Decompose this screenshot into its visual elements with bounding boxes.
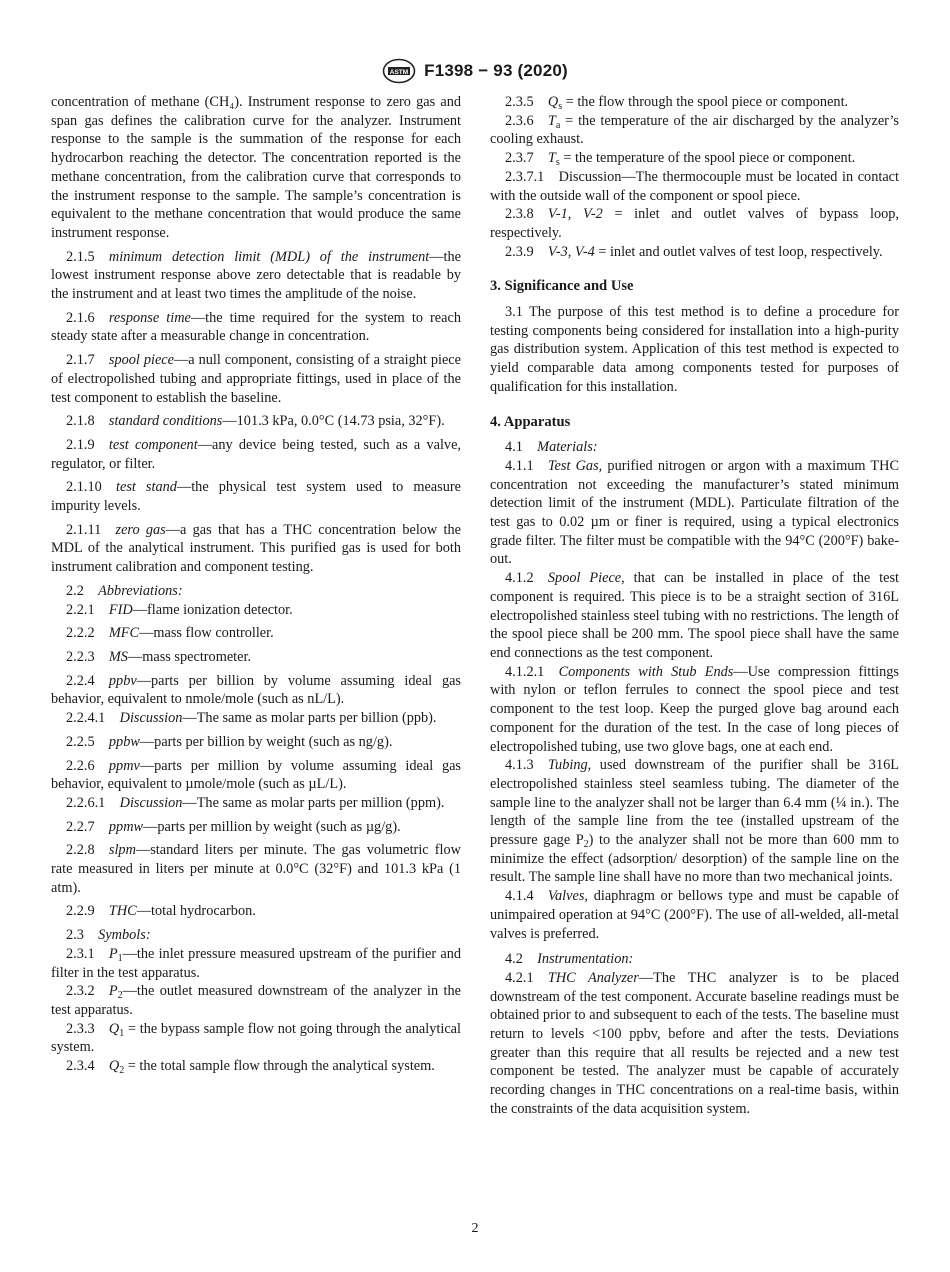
abbreviation-2-2-8: 2.2.8 slpm—standard liters per minute. The gas volumetric flow rate measured in liters per minute at 0.0°C (32°F) and 101.3 kPa (1 atm). — [51, 842, 461, 896]
definition-2-1-8: 2.1.8 standard conditions—101.3 kPa, 0.0°C (14.73 psia, 32°F). — [66, 413, 445, 430]
paragraph-4-1-3: 4.1.3 Tubing, used downstream of the purifier shall be 316L electropolished stainless steel seamless tubing. The diameter of the sample line to the analyzer shall not be larger than 6.4 mm (¼ in.). The length of the sample line from the tee (installed upstream of the pressure gage $P_2$) to the analyzer shall not be more than 600 mm to minimize the effect (adsorption/ desorption) of the sample line on the result. The sample line shall have no more than two mechanical joints. — [490, 757, 899, 886]
svg-text:ASTM: ASTM — [389, 69, 409, 76]
paragraph-4-1-1: 4.1.1 Test Gas, purified nitrogen or argon with a maximum THC concentration not exceeding the manufacturer’s stated minimum detection limit of the instrument (MDL). Particulate filtration of the test gas to 0.02 µm or finer is required, using a typical electronics grade filter. The filter must be compatible with the 94°C (200°F) bake-out. — [490, 457, 899, 568]
paragraph-4-1-2: 4.1.2 Spool Piece, that can be installed in place of the test component is required. This piece is to be a straight section of 316L electropolished stainless steel tubing with no restrictions. The length of the spool piece shall be 200 mm. The spool piece shall have the same end connections as the test component. — [490, 570, 899, 661]
symbol-2-3-3: 2.3.3 $Q_1$ = the bypass sample flow not going through the analytical system. — [51, 1020, 461, 1056]
symbol-2-3-8: 2.3.8 V-1, V-2 = inlet and outlet valves of bypass loop, respectively. — [490, 206, 899, 241]
definition-2-1-6: 2.1.6 response time—the time required for the system to reach steady state after a measurable change in concentration. — [51, 309, 461, 345]
abbreviation-2-2-4-1: 2.2.4.1 Discussion—The same as molar parts per billion (ppb). — [66, 710, 437, 727]
abbreviation-2-2-1: 2.2.1 FID—flame ionization detector. — [66, 601, 293, 618]
paragraph-4-1-2-1: 4.1.2.1 Components with Stub Ends—Use compression fittings with nylon or teflon ferrules to connect the spool piece and test component to the test loop. Keep the purged glove bag around each component for the duration of the test. In the case of long pieces of electropolished tubing, use two glove bags, one at each end. — [490, 663, 899, 755]
abbreviation-2-2-6-1: 2.2.6.1 Discussion—The same as molar parts per million (ppm). — [66, 794, 445, 811]
definition-2-1-7: 2.1.7 spool piece—a null component, consisting of a straight piece of electropolished tubing and appropriate fittings, used in place of the test component to establish the baseline. — [51, 352, 461, 406]
section-4-heading: 4. Apparatus — [490, 413, 571, 430]
abbreviations-heading: 2.2 Abbreviations: — [66, 582, 183, 599]
abbreviation-2-2-9: 2.2.9 THC—total hydrocarbon. — [66, 903, 256, 920]
abbreviation-2-2-6: 2.2.6 ppmv—parts per million by volume assuming ideal gas behavior, equivalent to µmole/mole (such as µL/L). — [51, 757, 461, 793]
definition-2-1-10: 2.1.10 test stand—the physical test system used to measure impurity levels. — [51, 479, 461, 515]
document-id: F1398 − 93 (2020) — [424, 61, 568, 80]
paragraph-4-1-4: 4.1.4 Valves, diaphragm or bellows type and must be capable of unimpaired operation at 94°C (200°F). The use of all-welded, all-metal valves is preferred. — [490, 888, 899, 942]
paragraph-3-1: 3.1 The purpose of this test method is to define a procedure for testing components being considered for installation into a high-purity gas distribution system. Application of this test method is expected to yield comparable data among components tested for purposes of qualification for this installation. — [490, 304, 899, 395]
page-header — [0, 56, 950, 86]
abbreviation-2-2-2: 2.2.2 MFC—mass flow controller. — [66, 625, 274, 642]
abbreviation-2-2-5: 2.2.5 ppbw—parts per billion by weight (such as ng/g). — [66, 733, 393, 750]
definition-2-1-11: 2.1.11 zero gas—a gas that has a THC concentration below the MDL of the analytical instrument. This purified gas is used for both instrument calibration and component testing. — [51, 521, 461, 576]
symbol-2-3-4: 2.3.4 $Q_2$ = the total sample flow through the analytical system. — [66, 1058, 435, 1077]
definition-2-1-5: 2.1.5 minimum detection limit (MDL) of the instrument—the lowest instrument response above zero detectable that is readable by the instrument and at least two times the amplitude of the noise. — [51, 248, 461, 303]
definition-2-1-9: 2.1.9 test component—any device being tested, such as a valve, regulator, or filter. — [51, 436, 461, 472]
symbols-heading: 2.3 Symbols: — [66, 927, 151, 944]
symbol-2-3-2: 2.3.2 $P_2—the$ outlet measured downstream of the analyzer in the test apparatus. — [51, 983, 461, 1018]
symbol-2-3-1: 2.3.1 $P_1—the$ inlet pressure measured upstream of the purifier and filter in the test apparatus. — [51, 945, 461, 981]
symbol-2-3-9: 2.3.9 V-3, V-4 = inlet and outlet valves of test loop, respectively. — [505, 243, 883, 260]
symbol-2-3-7: 2.3.7 $T_s$ = the temperature of the spool piece or component. — [505, 150, 856, 169]
page-number: 2 — [471, 1221, 479, 1236]
abbreviation-2-2-7: 2.2.7 ppmw—parts per million by weight (such as µg/g). — [66, 818, 401, 835]
symbol-2-3-7-1: 2.3.7.1 Discussion—The thermocouple must be located in contact with the outside wall of the component or spool piece. — [490, 168, 899, 204]
astm-logo-icon — [382, 58, 416, 84]
paragraph-4-1: 4.1 Materials: — [505, 439, 598, 456]
paragraph-continuation: concentration of methane (CH₄). Instrument response to zero gas and span gas defines the calibration curve for the analyzer. Instrument response to the sample is the summation of the response for each hydrocarbon reaching the detector. The concentration reported is the methane concentration, from the calibration curve that corresponds to the instrument response to the sample. The sample’s concentration is equivalent to the methane concentration that would produce the same instrument response. — [51, 94, 461, 241]
left-column — [51, 93, 461, 1076]
paragraph-4-2-1: 4.2.1 THC Analyzer—The THC analyzer is to be placed downstream of the test component. Accurate baseline readings must be obtained prior to and subsequent to each of the tests. The baseline must return to levels <100 ppbv, before and after the tests. Deviations greater than this require that all results be rejected and a new test component be tested. The analyzer must be capable of accurately recording changes in THC concentrations on a real-time basis, within the constraints of the data acquisition system. — [490, 969, 899, 1117]
abbreviation-2-2-4: 2.2.4 ppbv—parts per billion by volume assuming ideal gas behavior, equivalent to nmole/mole (such as nL/L). — [51, 672, 461, 708]
symbol-2-3-5: 2.3.5 $Q_s$ = the flow through the spool piece or component. — [505, 94, 849, 112]
paragraph-4-2: 4.2 Instrumentation: — [505, 951, 634, 968]
section-3-heading: 3. Significance and Use — [490, 278, 634, 295]
abbreviation-2-2-3: 2.2.3 MS—mass spectrometer. — [66, 648, 252, 665]
symbol-2-3-6: 2.3.6 $T_a$ = the temperature of the air discharged by the analyzer’s cooling exhaust. — [490, 112, 899, 148]
right-column — [490, 93, 899, 1119]
